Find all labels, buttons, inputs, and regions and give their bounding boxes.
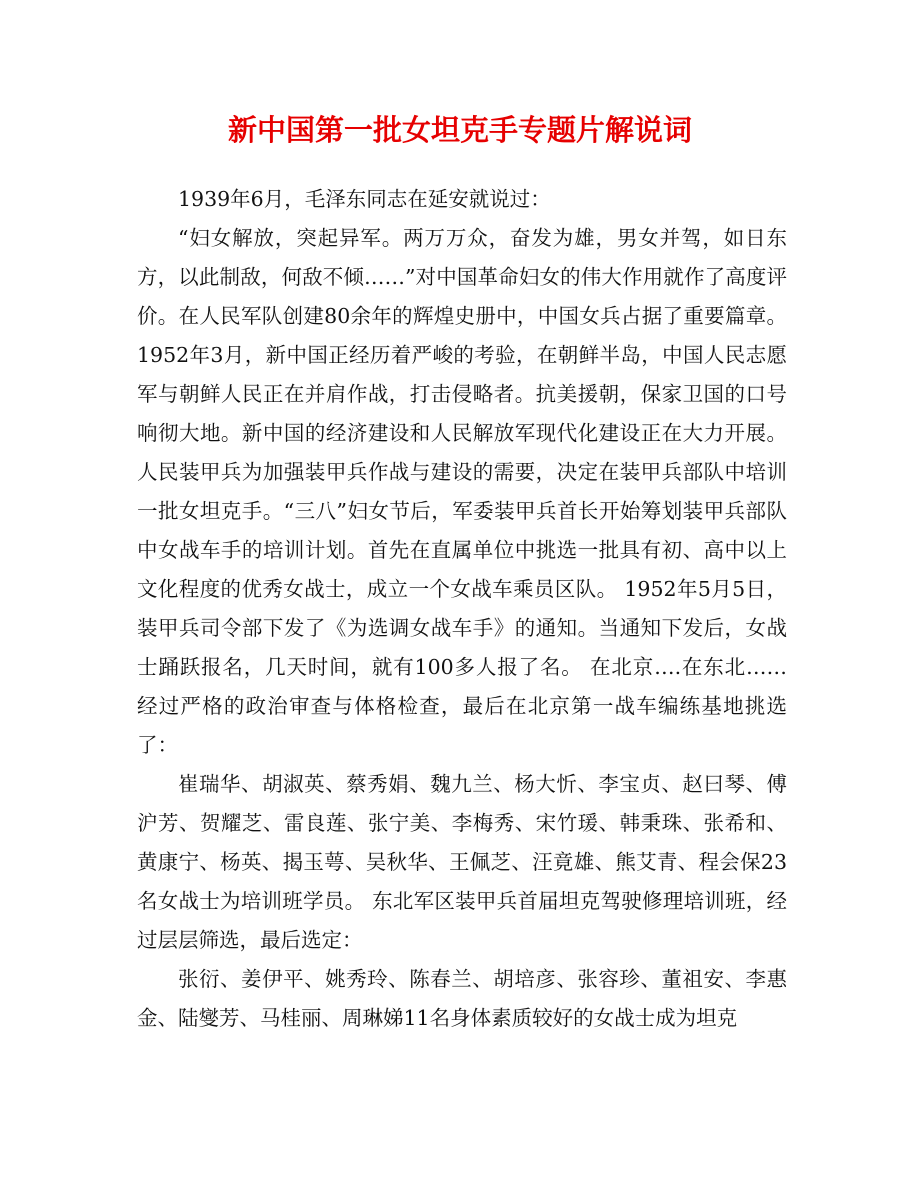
document-title: 新中国第一批女坦克手专题片解说词 <box>227 113 692 147</box>
paragraph-intro: 1939年6月，毛泽东同志在延安就说过： <box>178 187 551 211</box>
paragraph-beijing-trainees: 崔瑞华、胡淑英、蔡秀娟、魏九兰、杨大忻、李宝贞、赵曰琴、傅沪芳、贺耀芝、雷良莲、张宁美、李梅秀、宋竹瑗、韩秉珠、张希和、黄康宁、杨英、揭玉萼、吴秋华、王佩芝、汪竟雄、熊艾青、程会保23名女战士为培训班学员。 东北军区装甲兵首届坦克驾驶修理培训班，经过层层筛选，最后选定： <box>137 772 787 952</box>
paragraph-northeast-trainees: 张衍、姜伊平、姚秀玲、陈春兰、胡培彦、张容珍、董祖安、李惠金、陆燮芳、马桂丽、周琳娣11名身体素质较好的女战士成为坦克 <box>137 967 787 1030</box>
document-body <box>137 180 787 1038</box>
paragraph-history: “妇女解放，突起异军。两万万众，奋发为雄，男女并驾，如日东方，以此制敌，何敌不倾……”对中国革命妇女的伟大作用就作了高度评价。在人民军队创建80余年的辉煌史册中，中国女兵占据了重要篇章。 1952年3月，新中国正经历着严峻的考验，在朝鲜半岛，中国人民志愿军与朝鲜人民正在并肩作战，打击侵略者。抗美援朝，保家卫国的口号响彻大地。新中国的经济建设和人民解放军现代化建设正在大力开展。 人民装甲兵为加强装甲兵作战与建设的需要，决定在装甲兵部队中培训一批女坦克手。“三八”妇女节后，军委装甲兵首长开始筹划装甲兵部队中女战车手的培训计划。首先在直属单位中挑选一批具有初、高中以上文化程度的优秀女战士，成立一个女战车乘员区队。 1952年5月5日，装甲兵司令部下发了《为选调女战车手》的通知。当通知下发后，女战士踊跃报名，几天时间，就有100多人报了名。 在北京….在东北…… 经过严格的政治审查与体格检查，最后在北京第一战车编练基地挑选了： <box>137 226 787 757</box>
